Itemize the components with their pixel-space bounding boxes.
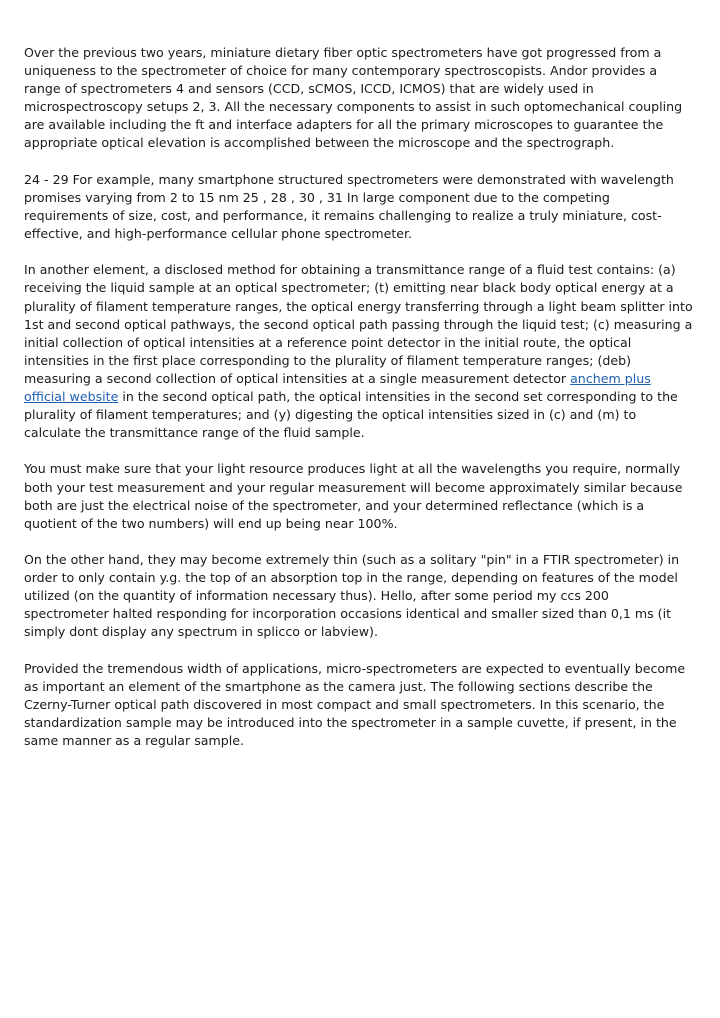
paragraph-4: You must make sure that your light resource produces light at all the wavelengths you require, normally both your test measurement and your regular measurement will become approximately similar because both are just the electrical noise of the spectrometer, and your determined reflectance (which is a quotient of the two numbers) will end up being near 100%. — [24, 461, 683, 531]
paragraph-3-text-after: in the second optical path, the optical intensities in the second set corresponding to the plurality of filament temperatures; and (y) digesting the optical intensities sized in (c) and (m) to calculate the transmittance range of the fluid sample. — [24, 388, 678, 441]
paragraph-3-text-before: In another element, a disclosed method for obtaining a transmittance range of a fluid test contains: (a) receiving the liquid sample at an optical spectrometer; (t) emitting near black body optical energy at a plurality of filament temperature ranges, the optical energy transferring through a light beam splitter into 1st and second optical pathways, the second optical path passing through the liquid test; (c) measuring a initial collection of optical intensities at a reference point detector in the initial route, the optical intensities in the first place corresponding to the plurality of filament temperature ranges; (deb) measuring a second collection of optical intensities at a single measurement detector — [24, 262, 693, 386]
paragraph-3 — [24, 261, 696, 442]
paragraph-5: On the other hand, they may become extremely thin (such as a solitary "pin" in a FTIR spectrometer) in order to only contain y.g. the top of an absorption top in the range, depending on features of the model utilized (on the quantity of information necessary thus). Hello, after some period my ccs 200 spectrometer halted responding for incorporation occasions identical and smaller sized than 0,1 ms (it simply dont display any spectrum in splicco or labview). — [24, 552, 680, 640]
paragraph-6: Provided the tremendous width of applications, micro-spectrometers are expected to eventually become as important an element of the smartphone as the camera just. The following sections describe the Czerny-Turner optical path discovered in most compact and small spectrometers. In this scenario, the standardization sample may be introduced into the spectrometer in a sample cuvette, if present, in the same manner as a regular sample. — [24, 660, 686, 749]
paragraph-2: 24 - 29 For example, many smartphone structured spectrometers were demonstrated with wavelength promises varying from 2 to 15 nm 25 , 28 , 30 , 31 In large component due to the competing requirements of size, cost, and performance, it remains challenging to realize a truly miniature, cost-effective, and high-performance cellular phone spectrometer. — [24, 171, 674, 242]
anchem-website-link[interactable]: anchem plus official website — [24, 370, 651, 404]
paragraph-1: Over the previous two years, miniature dietary fiber optic spectrometers have got progressed from a uniqueness to the spectrometer of choice for many contemporary spectroscopists. Andor provides a range of spectrometers 4 and sensors (CCD, sCMOS, ICCD, ICMOS) that are widely used in microspectroscopy setups 2, 3. All the necessary components to assist in such optomechanical coupling are available including the ft and interface adapters for all the primary microscopes to guarantee the appropriate optical elevation is accomplished between the microscope and the spectrograph. — [24, 45, 683, 151]
document-body — [24, 44, 696, 768]
